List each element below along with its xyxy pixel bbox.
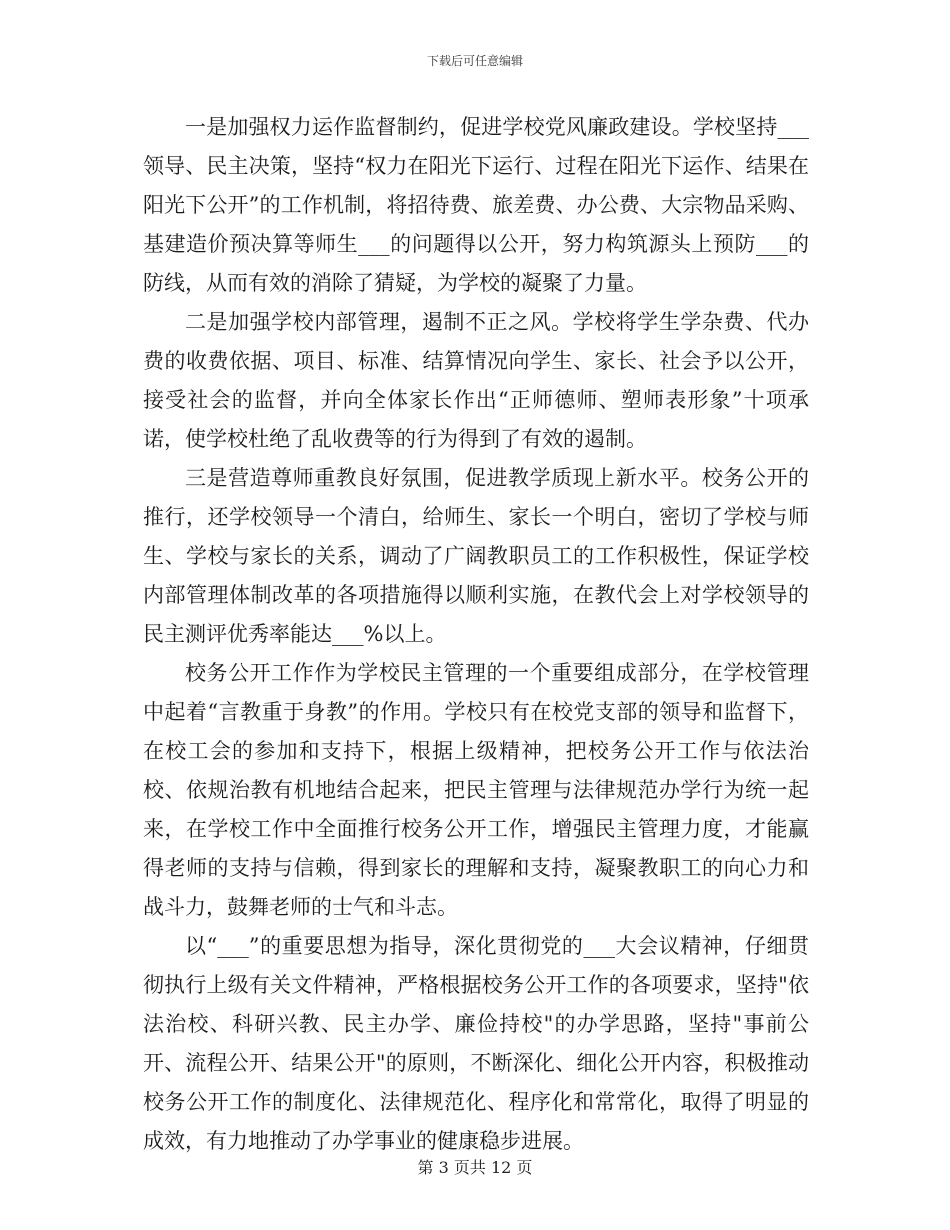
page-number: 第 3 页共 12 页 (417, 1158, 533, 1177)
paragraph-4: 校务公开工作作为学校民主管理的一个重要组成部分，在学校管理中起着“言教重于身教”的作用。学校只有在校党支部的领导和监督下，在校工会的参加和支持下，根据上级精神，把校务公开工作与依法治校、依规治教有机地结合起来，把民主管理与法律规范办学行为统一起来，在学校工作中全面推行校务公开工作，增强民主管理力度，才能赢得老师的支持与信赖，得到家长的理解和支持，凝聚教职工的向心力和战斗力，鼓舞老师的士气和斗志。 (143, 661, 809, 919)
document-body (143, 108, 809, 1161)
paragraph-5: 以“___”的重要思想为指导，深化贯彻党的___大会议精神，仔细贯彻执行上级有关文件精神，严格根据校务公开工作的各项要求，坚持"依法治校、科研兴教、民主办学、廉俭持校"的办学思路，坚持"事前公开、流程公开、结果公开"的原则，不断深化、细化公开内容，积极推动校务公开工作的制度化、法律规范化、程序化和常常化，取得了明显的成效，有力地推动了办学事业的健康稳步进展。 (143, 934, 809, 1153)
paragraph-2: 二是加强学校内部管理，遏制不正之风。学校将学生学杂费、代办费的收费依据、项目、标准、结算情况向学生、家长、社会予以公开，接受社会的监督，并向全体家长作出“正师德师、塑师表形象”十项承诺，使学校杜绝了乱收费等的行为得到了有效的遏制。 (143, 310, 809, 451)
paragraph-1: 一是加强权力运作监督制约，促进学校党风廉政建设。学校坚持___领导、民主决策，坚持“权力在阳光下运行、过程在阳光下运作、结果在阳光下公开”的工作机制，将招待费、旅差费、办公费、大宗物品采购、基建造价预决算等师生___的问题得以公开，努力构筑源头上预防___的防线，从而有效的消除了猜疑，为学校的凝聚了力量。 (143, 115, 809, 295)
page-header-note: 下载后可任意编辑 (426, 54, 523, 68)
paragraph-3: 三是营造尊师重教良好氛围，促进教学质现上新水平。校务公开的推行，还学校领导一个清白，给师生、家长一个明白，密切了学校与师生、学校与家长的关系，调动了广阔教职员工的工作积极性，保证学校内部管理体制改革的各项措施得以顺利实施，在教代会上对学校领导的民主测评优秀率能达___%以上。 (143, 466, 809, 646)
